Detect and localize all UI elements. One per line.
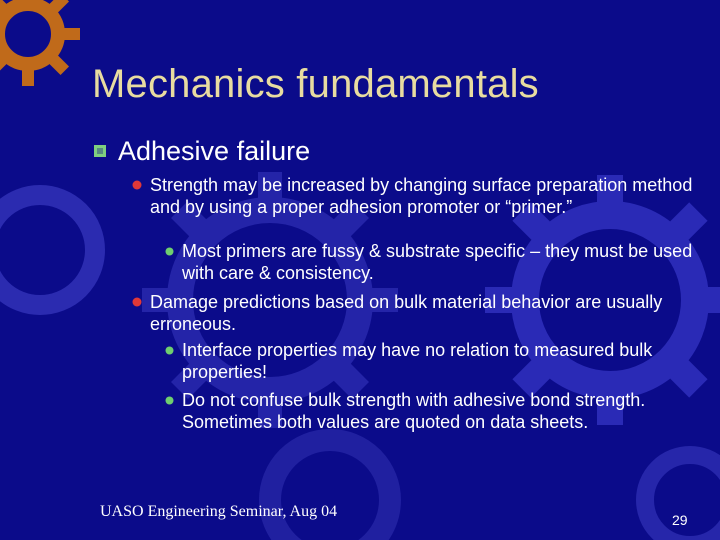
slide-title: Mechanics fundamentals xyxy=(92,62,539,106)
bullet-point: Damage predictions based on bulk material behavior are usually erroneous. xyxy=(150,292,663,334)
bullet-icon xyxy=(94,145,106,157)
bullet-icon xyxy=(132,180,142,190)
slide-footer: UASO Engineering Seminar, Aug 04 xyxy=(100,503,338,520)
page-number: 29 xyxy=(672,512,688,528)
bullet-icon xyxy=(165,346,174,355)
bullet-icon xyxy=(132,297,142,307)
sub-bullet-point: Do not confuse bulk strength with adhesive bond strength. Sometimes both values are quoted on data sheets. xyxy=(182,390,646,432)
bullet-icon xyxy=(165,247,174,256)
gear-icon xyxy=(0,195,95,305)
bullet-point: Strength may be increased by changing surface preparation method and by using a proper adhesion promoter or “primer.” xyxy=(150,175,693,217)
gear-icon xyxy=(0,0,80,86)
sub-bullet-point: Interface properties may have no relation to measured bulk properties! xyxy=(182,340,653,382)
gear-icon xyxy=(270,440,390,540)
bullet-icon xyxy=(165,396,174,405)
slide-heading: Adhesive failure xyxy=(118,136,311,166)
sub-bullet-point: Most primers are fussy & substrate specific – they must be used with care & consistency. xyxy=(182,241,693,283)
